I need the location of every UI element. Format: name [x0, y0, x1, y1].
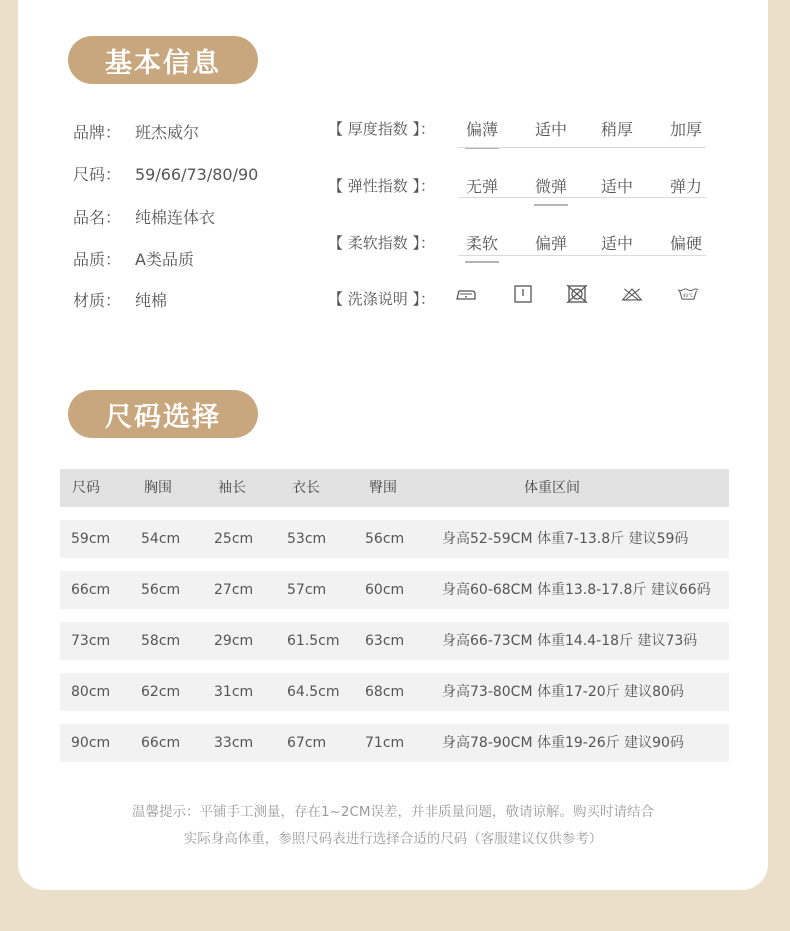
cell-hip: 68cm [365, 684, 405, 700]
info-label: 材质： [73, 291, 122, 310]
elasticity-option: 无弹 [466, 177, 499, 196]
info-label: 品名： [73, 208, 122, 227]
no-tumble-dry-icon [566, 285, 588, 303]
cell-weight-range: 身高60-68CM 体重13.8-17.8斤 建议66码 [442, 582, 711, 598]
elasticity-index-label: 【 弹性指数 】： [328, 177, 436, 195]
header-length: 衣长 [292, 480, 320, 496]
cell-sleeve: 29cm [214, 633, 254, 649]
cell-hip: 60cm [365, 582, 405, 598]
info-value: 纯棉 [135, 291, 168, 310]
cell-hip: 71cm [365, 735, 405, 751]
info-row-product-name [73, 205, 215, 228]
table-row [60, 520, 729, 558]
info-row-quality [73, 247, 194, 270]
table-row [60, 724, 729, 762]
info-label: 品牌： [73, 123, 122, 142]
softness-option: 偏硬 [670, 234, 703, 253]
cell-sleeve: 27cm [214, 582, 254, 598]
cell-chest: 62cm [141, 684, 181, 700]
cell-length: 67cm [287, 735, 327, 751]
thickness-option: 偏薄 [466, 117, 498, 140]
iron-low-icon [455, 285, 477, 303]
product-info-card [18, 0, 768, 890]
thickness-track [458, 147, 706, 148]
softness-option: 适中 [601, 234, 634, 253]
measurement-note-line1: 温馨提示：平铺手工测量，存在1~2CM误差，并非质量问题，敬请谅解。购买时请结合 [131, 804, 655, 820]
cell-size: 66cm [71, 582, 111, 598]
header-sleeve: 袖长 [218, 480, 246, 496]
measurement-note-line2: 实际身高体重，参照尺码表进行选择合适的尺码（客服建议仅供参考） [183, 831, 603, 847]
thickness-index-label: 【 厚度指数 】： [328, 120, 436, 138]
cell-size: 73cm [71, 633, 111, 649]
cell-weight-range: 身高66-73CM 体重14.4-18斤 建议73码 [442, 633, 698, 649]
cell-length: 64.5cm [287, 684, 340, 700]
wash-40-icon [677, 285, 699, 303]
drip-dry-icon [512, 285, 534, 303]
basic-info-title: 基本信息 [68, 36, 258, 84]
cell-chest: 58cm [141, 633, 181, 649]
header-size: 尺码 [72, 480, 100, 496]
size-table-header [60, 469, 729, 507]
table-row [60, 571, 729, 609]
info-label: 尺码： [73, 165, 122, 184]
header-hip: 臀围 [369, 480, 397, 496]
thickness-option: 加厚 [670, 120, 703, 139]
wash-instructions-label: 【 洗涤说明 】： [328, 290, 436, 308]
cell-length: 53cm [287, 531, 327, 547]
softness-index-label: 【 柔软指数 】： [328, 234, 436, 252]
info-row-size [73, 162, 258, 185]
info-row-material [73, 288, 167, 311]
elasticity-option: 弹力 [670, 177, 703, 196]
softness-track [458, 255, 706, 256]
no-bleach-icon [621, 285, 643, 303]
elasticity-option: 适中 [601, 177, 634, 196]
elasticity-option: 微弹 [535, 174, 567, 197]
cell-size: 90cm [71, 735, 111, 751]
cell-sleeve: 25cm [214, 531, 254, 547]
table-row [60, 673, 729, 711]
table-row [60, 622, 729, 660]
cell-weight-range: 身高52-59CM 体重7-13.8斤 建议59码 [442, 531, 689, 547]
softness-option: 偏弹 [535, 234, 568, 253]
wash-temp: 40°C [682, 292, 694, 298]
cell-hip: 56cm [365, 531, 405, 547]
size-section-title: 尺码选择 [68, 390, 258, 438]
info-value: 班杰威尔 [135, 123, 200, 142]
header-weight-range: 体重区间 [524, 480, 580, 496]
cell-size: 80cm [71, 684, 111, 700]
cell-sleeve: 31cm [214, 684, 254, 700]
cell-chest: 66cm [141, 735, 181, 751]
cell-chest: 56cm [141, 582, 181, 598]
cell-hip: 63cm [365, 633, 405, 649]
cell-weight-range: 身高73-80CM 体重17-20斤 建议80码 [442, 684, 684, 700]
cell-sleeve: 33cm [214, 735, 254, 751]
cell-weight-range: 身高78-90CM 体重19-26斤 建议90码 [442, 735, 684, 751]
info-value: 纯棉连体衣 [135, 208, 216, 227]
cell-length: 61.5cm [287, 633, 340, 649]
header-chest: 胸围 [144, 480, 172, 496]
cell-size: 59cm [71, 531, 111, 547]
info-label: 品质： [73, 250, 122, 269]
info-row-brand [73, 120, 199, 143]
softness-option: 柔软 [466, 231, 498, 254]
info-value: 59/66/73/80/90 [135, 165, 259, 184]
cell-length: 57cm [287, 582, 327, 598]
cell-chest: 54cm [141, 531, 181, 547]
info-value: A类品质 [135, 250, 194, 269]
thickness-option: 稍厚 [601, 120, 634, 139]
elasticity-track [458, 197, 706, 198]
thickness-option: 适中 [535, 120, 568, 139]
